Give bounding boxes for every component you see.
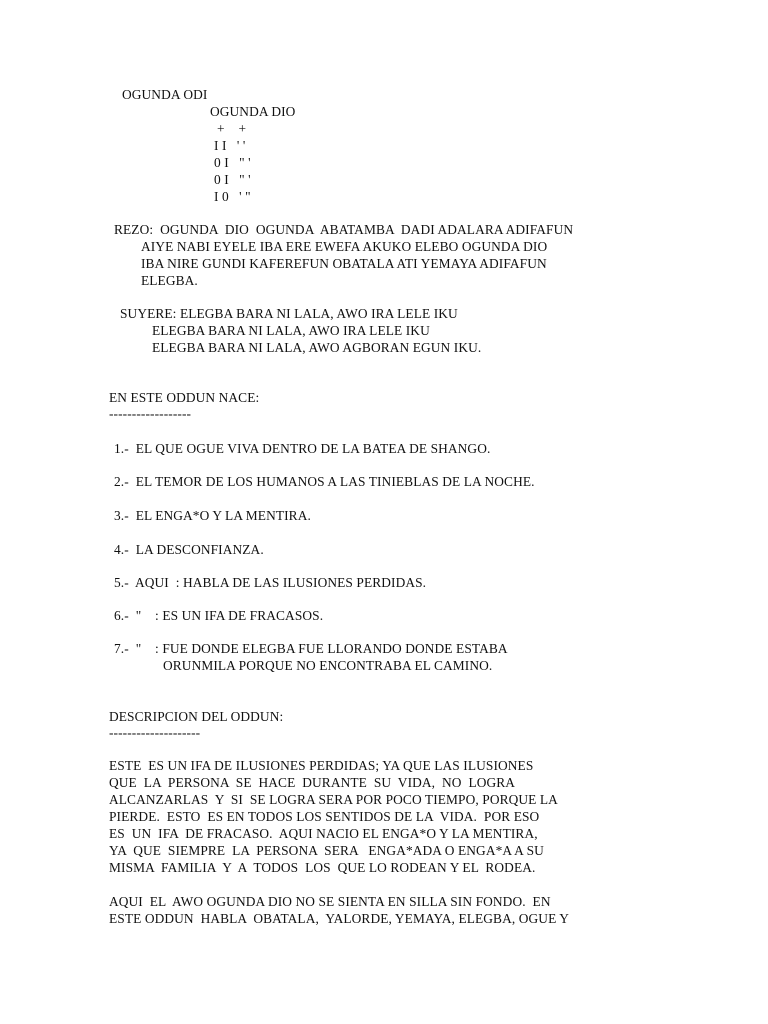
suyere-line: ELEGBA BARA NI LALA, AWO AGBORAN EGUN IKU. [152, 340, 482, 355]
oddun-subtitle: OGUNDA DIO [210, 104, 296, 119]
section-heading: EN ESTE ODDUN NACE: [109, 390, 260, 405]
list-item: 5.- AQUI : HABLA DE LAS ILUSIONES PERDIDAS. [114, 575, 427, 590]
paragraph-line: ESTE ODDUN HABLA OBATALA, YALORDE, YEMAYA, ELEGBA, OGUE Y [109, 911, 570, 926]
oddun-sign-row: I I ' ' [214, 138, 246, 153]
paragraph-line: MISMA FAMILIA Y A TODOS LOS QUE LO RODEAN Y EL RODEA. [109, 860, 536, 875]
rezo-line: IBA NIRE GUNDI KAFEREFUN OBATALA ATI YEMAYA ADIFAFUN [141, 256, 547, 271]
list-item: 1.- EL QUE OGUE VIVA DENTRO DE LA BATEA DE SHANGO. [114, 441, 491, 456]
list-item: 2.- EL TEMOR DE LOS HUMANOS A LAS TINIEBLAS DE LA NOCHE. [114, 474, 535, 489]
oddun-sign-row: 0 I " ' [214, 155, 251, 170]
list-item: 3.- EL ENGA*O Y LA MENTIRA. [114, 508, 311, 523]
rezo-line: ELEGBA. [141, 273, 198, 288]
oddun-title: OGUNDA ODI [122, 87, 208, 102]
paragraph-line: ALCANZARLAS Y SI SE LOGRA SERA POR POCO TIEMPO, PORQUE LA [109, 792, 558, 807]
paragraph-line: QUE LA PERSONA SE HACE DURANTE SU VIDA, NO LOGRA [109, 775, 516, 790]
list-item: 4.- LA DESCONFIANZA. [114, 542, 264, 557]
list-item-continuation: ORUNMILA PORQUE NO ENCONTRABA EL CAMINO. [163, 658, 493, 673]
oddun-sign-row: I 0 ' " [214, 189, 251, 204]
oddun-sign-row: 0 I " ' [214, 172, 251, 187]
section-heading: DESCRIPCION DEL ODDUN: [109, 709, 284, 724]
rezo-line: AIYE NABI EYELE IBA ERE EWEFA AKUKO ELEBO OGUNDA DIO [141, 239, 548, 254]
list-item: 6.- " : ES UN IFA DE FRACASOS. [114, 608, 324, 623]
rezo-line: REZO: OGUNDA DIO OGUNDA ABATAMBA DADI ADALARA ADIFAFUN [114, 222, 574, 237]
section-rule: -------------------- [109, 725, 201, 740]
paragraph-line: AQUI EL AWO OGUNDA DIO NO SE SIENTA EN SILLA SIN FONDO. EN [109, 894, 551, 909]
list-item: 7.- " : FUE DONDE ELEGBA FUE LLORANDO DONDE ESTABA [114, 641, 508, 656]
suyere-line: ELEGBA BARA NI LALA, AWO IRA LELE IKU [152, 323, 430, 338]
oddun-sign-row: + + [217, 121, 247, 136]
paragraph-line: ESTE ES UN IFA DE ILUSIONES PERDIDAS; YA QUE LAS ILUSIONES [109, 758, 534, 773]
paragraph-line: YA QUE SIEMPRE LA PERSONA SERA ENGA*ADA O ENGA*A A SU [109, 843, 544, 858]
paragraph-line: ES UN IFA DE FRACASO. AQUI NACIO EL ENGA*O Y LA MENTIRA, [109, 826, 538, 841]
section-rule: ------------------ [109, 406, 192, 421]
suyere-line: SUYERE: ELEGBA BARA NI LALA, AWO IRA LELE IKU [120, 306, 458, 321]
paragraph-line: PIERDE. ESTO ES EN TODOS LOS SENTIDOS DE LA VIDA. POR ESO [109, 809, 540, 824]
